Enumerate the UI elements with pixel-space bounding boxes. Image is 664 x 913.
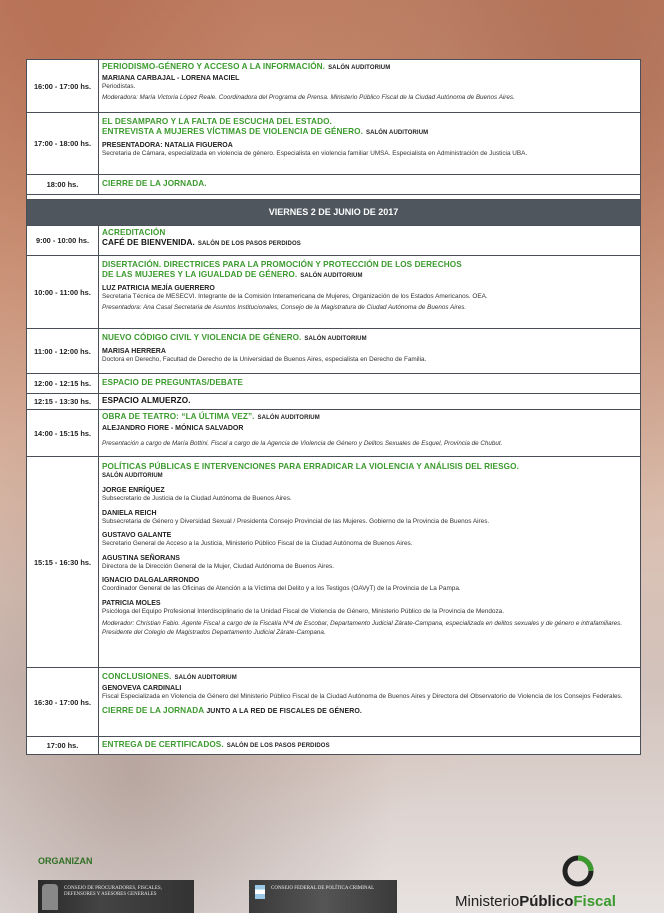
consejo-procuradores-logo	[38, 880, 194, 913]
time-cell: 17:00 hs.	[27, 737, 99, 754]
venue-label: SALÓN DE LOS PASOS PERDIDOS	[197, 241, 301, 247]
moderator-note: Presentadora: Ana Casal Secretaria de Asuntos Institucionales, Consejo de la Magistratura de Ciudad Autónoma de Buenos Aires.	[102, 303, 467, 311]
session-title: ENTREGA DE CERTIFICADOS. SALÓN DE LOS PASOS PERDIDOS	[102, 740, 330, 749]
schedule-row	[27, 668, 640, 737]
seal-icon	[42, 884, 58, 910]
schedule-table	[26, 59, 641, 755]
schedule-row	[27, 329, 640, 374]
time-cell: 14:00 - 15:15 hs.	[27, 410, 99, 456]
speaker-desc: Periodistas.	[102, 83, 136, 90]
time-cell: 16:30 - 17:00 hs.	[27, 668, 99, 736]
flag-icon	[255, 885, 265, 899]
speaker-name: GENOVEVA CARDINALI	[102, 685, 182, 692]
ministerio-logo-icon	[562, 855, 594, 887]
session-title: CAFÉ DE BIENVENIDA. SALÓN DE LOS PASOS PERDIDOS	[102, 238, 301, 247]
time-cell: 18:00 hs.	[27, 175, 99, 194]
speaker-desc: Subsecretario de Justicia de la Ciudad Autónoma de Buenos Aires.	[102, 495, 292, 502]
venue-label: SALÓN AUDITORIUM	[174, 675, 237, 681]
session-title-tail: JUNTO A LA RED DE FISCALES DE GÉNERO.	[206, 707, 362, 715]
venue-label: SALÓN DE LOS PASOS PERDIDOS	[226, 743, 330, 749]
schedule-row	[27, 113, 640, 175]
venue-label: SALÓN AUDITORIUM	[304, 336, 367, 342]
schedule-row	[27, 226, 640, 256]
session-title: ACREDITACIÓN	[102, 228, 166, 237]
time-cell: 16:00 - 17:00 hs.	[27, 60, 99, 112]
schedule-row	[27, 410, 640, 457]
session-title: EL DESAMPARO Y LA FALTA DE ESCUCHA DEL ESTADO.	[102, 117, 332, 126]
schedule-row	[27, 457, 640, 668]
consejo-federal-logo	[249, 880, 397, 913]
schedule-row	[27, 737, 640, 754]
session-title: POLÍTICAS PÚBLICAS E INTERVENCIONES PARA ERRADICAR LA VIOLENCIA Y ANÁLISIS DEL RIESGO.	[102, 462, 519, 471]
schedule-row	[27, 374, 640, 394]
venue-label: SALÓN AUDITORIUM	[328, 65, 391, 71]
session-title: ENTREVISTA A MUJERES VÍCTIMAS DE VIOLENCIA DE GÉNERO. SALÓN AUDITORIUM	[102, 127, 429, 136]
time-cell: 12:15 - 13:30 hs.	[27, 394, 99, 409]
speaker-name: LUZ PATRICIA MEJÍA GUERRERO	[102, 285, 215, 292]
session-content	[99, 175, 640, 194]
session-title: PERIODISMO-GÉNERO Y ACCESO A LA INFORMACIÓN. SALÓN AUDITORIUM	[102, 62, 391, 71]
moderator-note: Presentación a cargo de María Bottini. Fiscal a cargo de la Agencia de Violencia de Género y Delitos Sexuales de Esquel, Provincia de Chubut.	[102, 440, 503, 447]
session-content	[99, 668, 640, 736]
schedule-row	[27, 60, 640, 113]
session-title: CIERRE DE LA JORNADA.	[102, 179, 207, 188]
speaker-desc: Doctora en Derecho, Facultad de Derecho de la Universidad de Buenos Aires, especialista en Derecho de Familia.	[102, 356, 427, 363]
speaker-name: AGUSTINA SEÑORANS	[102, 554, 180, 562]
session-title: NUEVO CÓDIGO CIVIL Y VIOLENCIA DE GÉNERO. SALÓN AUDITORIUM	[102, 333, 367, 342]
session-content	[99, 394, 640, 409]
time-cell: 17:00 - 18:00 hs.	[27, 113, 99, 174]
speaker-name: ALEJANDRO FIORE - MÓNICA SALVADOR	[102, 425, 244, 432]
speaker-name: JORGE ENRÍQUEZ	[102, 487, 165, 494]
venue-label: SALÓN AUDITORIUM	[102, 473, 163, 479]
moderator-note: Moderador: Christian Fabio. Agente Fiscal a cargo de la Fiscalía Nº4 de Escobar, Departamento Judicial Zárate-Campana, especializada en delitos sexuales y de género e intrafamiliares. Presidente del Colegio de Magistrados Departamento Judicial Zárate-Campana.	[102, 620, 623, 636]
speaker-name: GUSTAVO GALANTE	[102, 532, 172, 539]
speaker-desc: Coordinador General de las Oficinas de Atención a la Víctima del Delito y a los Testigos (OAVyT) de la Provincia de La Pampa.	[102, 585, 461, 592]
session-title: OBRA DE TEATRO: “LA ÚLTIMA VEZ”. SALÓN AUDITORIUM	[102, 412, 320, 421]
speaker-name: IGNACIO DALGALARRONDO	[102, 577, 200, 584]
session-content	[99, 329, 640, 373]
session-content	[99, 457, 640, 667]
session-content	[99, 374, 640, 393]
time-cell: 11:00 - 12:00 hs.	[27, 329, 99, 373]
venue-label: SALÓN AUDITORIUM	[257, 415, 320, 421]
time-cell: 15:15 - 16:30 hs.	[27, 457, 99, 667]
time-cell: 12:00 - 12:15 hs.	[27, 374, 99, 393]
session-content	[99, 410, 640, 456]
session-title: CONCLUSIONES. SALÓN AUDITORIUM	[102, 672, 237, 681]
session-title: CIERRE DE LA JORNADA JUNTO A LA RED DE FISCALES DE GÉNERO.	[102, 705, 362, 715]
speaker-desc: Secretario General de Acceso a la Justicia, Ministerio Público Fiscal de la Ciudad Autónoma de Buenos Aires.	[102, 540, 413, 547]
session-content	[99, 737, 640, 754]
schedule-row	[27, 394, 640, 410]
logo-text: CONSEJO FEDERAL DE POLÍTICA CRIMINAL	[271, 886, 375, 891]
organizan-label: ORGANIZAN	[38, 856, 93, 866]
day-header: VIERNES 2 DE JUNIO DE 2017	[27, 200, 640, 226]
moderator-note: Moderadora: María Victoria López Reale. Coordinadora del Programa de Prensa. Ministerio Público Fiscal de la Ciudad Autónoma de Buenos Aires.	[102, 93, 515, 101]
session-content	[99, 60, 640, 112]
speaker-name: MARIANA CARBAJAL - LORENA MACIEL	[102, 75, 240, 82]
schedule-row	[27, 175, 640, 195]
speaker-name: MARISA HERRERA	[102, 348, 166, 355]
time-cell: 10:00 - 11:00 hs.	[27, 256, 99, 328]
session-title: ESPACIO ALMUERZO.	[102, 396, 191, 405]
speaker-desc: Subsecretaria de Género y Diversidad Sexual / Presidenta Consejo Provincial de las Mujeres. Gobierno de la Provincia de Buenos Aires.	[102, 517, 490, 525]
session-content	[99, 226, 640, 255]
venue-label: SALÓN AUDITORIUM	[365, 130, 429, 136]
speaker-name: PRESENTADORA: NATALIA FIGUEROA	[102, 142, 233, 149]
speaker-desc: Secretaria de Cámara, especializada en violencia de género. Especialista en violencia familiar UMSA. Especialista en Administración de Justicia UBA.	[102, 150, 528, 157]
ministerio-publico-fiscal-logo: MinisterioPúblicoFiscal	[455, 893, 616, 910]
schedule-row	[27, 256, 640, 329]
speaker-desc: Secretaria Técnica de MESECVI. Integrante de la Comisión Interamericana de Mujeres, Organización de los Estados Americanos. OEA.	[102, 293, 488, 300]
speaker-desc: Psicóloga del Equipo Profesional Interdisciplinario de la Unidad Fiscal de Violencia de Género, Ministerio Público de la Provincia de Mendoza.	[102, 607, 505, 615]
session-title: ESPACIO DE PREGUNTAS/DEBATE	[102, 378, 243, 387]
session-title: DISERTACIÓN. DIRECTRICES PARA LA PROMOCIÓN Y PROTECCIÓN DE LOS DERECHOS	[102, 260, 462, 269]
venue-label: SALÓN AUDITORIUM	[300, 273, 363, 279]
session-content	[99, 256, 640, 328]
time-cell: 9:00 - 10:00 hs.	[27, 226, 99, 255]
speaker-desc: Fiscal Especializada en Violencia de Género del Ministerio Público Fiscal de la Ciudad Autónoma de Buenos Aires y Directora del Observatorio de Violencia de los Consejos Federales.	[102, 693, 623, 700]
speaker-name: PATRICIA MOLES	[102, 599, 161, 607]
speaker-desc: Directora de la Dirección General de la Mujer, Ciudad Autónoma de Buenos Aires.	[102, 562, 334, 570]
logo-text: CONSEJO DE PROCURADORES, FISCALES, DEFENSORES Y ASESORES GENERALES	[64, 886, 162, 897]
speaker-name: DANIELA REICH	[102, 509, 157, 517]
session-title: DE LAS MUJERES Y LA IGUALDAD DE GÉNERO. SALÓN AUDITORIUM	[102, 270, 363, 279]
session-content	[99, 113, 640, 174]
